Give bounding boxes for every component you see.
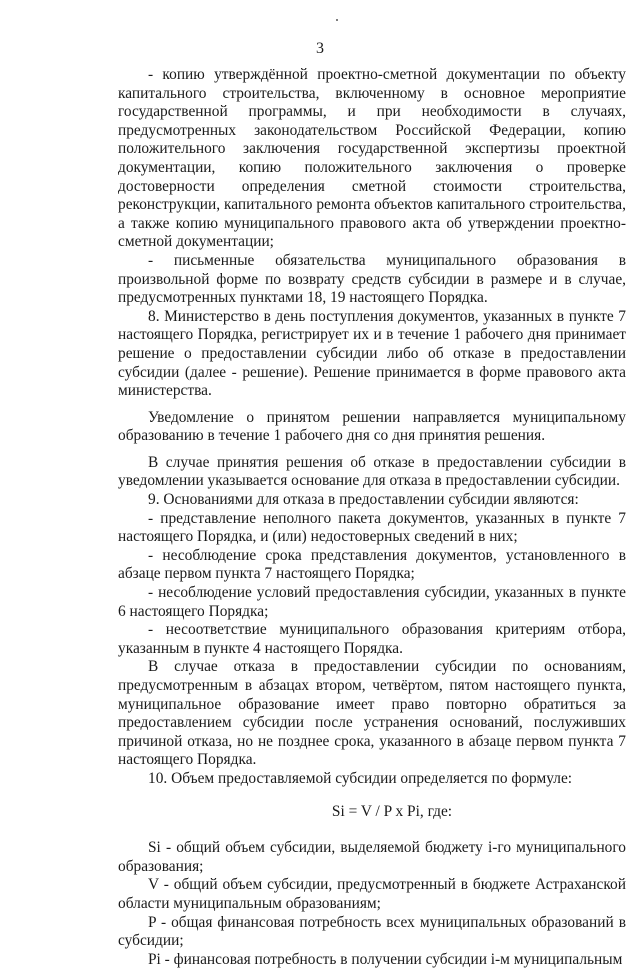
- paragraph-item-9: 9. Основаниями для отказа в предоставлении субсидии являются:: [148, 491, 579, 509]
- definition-p: P - общая финансовая потребность всех муниципальных образований в субсидии;: [118, 913, 626, 950]
- subsidy-formula: Si = V / P x Pi, где:: [331, 802, 453, 820]
- document-body: [118, 66, 626, 969]
- paragraph-written-obligations: - письменные обязательства муниципального образования в произвольной форме по возврату средств субсидии в размере и в случае, предусмотренных пунктами 18, 19 настоящего Порядка.: [118, 251, 626, 307]
- paragraph-refusal-notice: В случае принятия решения об отказе в предоставлении субсидии в уведомлении указывается основание для отказа в предоставлении субсидии.: [118, 453, 626, 490]
- definition-pi: Pi - финансовая потребность в получении субсидии i-м муниципальным: [148, 950, 623, 968]
- definition-v: V - общий объем субсидии, предусмотренный в бюджете Астраханской области муниципальным образованиям;: [118, 876, 626, 912]
- page-number: 3: [316, 40, 324, 57]
- paragraph-incomplete-package: - представление неполного пакета документов, указанных в пункте 7 настоящего Порядка, и (или) недостоверных сведений в них;: [118, 509, 626, 546]
- paragraph-conditions-violation: - несоблюдение условий предоставления субсидии, указанных в пункте 6 настоящего Порядка;: [118, 584, 626, 620]
- definition-si: Si - общий объем субсидии, выделяемой бюджету i-го муниципального образования;: [118, 839, 626, 875]
- paragraph-item-8: 8. Министерство в день поступления документов, указанных в пункте 7 настоящего Порядка, регистрирует их и в течение 1 рабочего дня принимает решение о предоставлении субсидии либо об отказе в предоставлении субсидии (далее - решение). Решение принимается в форме правового акта министерства.: [118, 307, 626, 400]
- paragraph-deadline-violation: - несоблюдение срока представления документов, установленного в абзаце первом пункта 7 настоящего Порядка;: [118, 546, 626, 583]
- paragraph-reapply: В случае отказа в предоставлении субсидии по основаниям, предусмотренным в абзацах втором, четвёртом, пятом настоящего пункта, муниципальное образование имеет право повторно обратиться за предоставлением субсидии после устранения оснований, послуживших причиной отказа, но не позднее срока, указанного в абзаце первом пункта 7 настоящего Порядка.: [118, 658, 626, 769]
- scan-speck: [336, 19, 338, 21]
- paragraph-notification: Уведомление о принятом решении направляется муниципальному образованию в течение 1 рабочего дня со дня принятия решения.: [118, 408, 626, 445]
- paragraph-project-docs: - копию утверждённой проектно-сметной документации по объекту капитального строительства, включенному в основное мероприятие государственной программы, и при необходимости в случаях, предусмотренных законодательством Российской Федерации, копию положительного заключения государственной экспертизы проектной документации, копию положительного заключения о проверке достоверности определения сметной стоимости строительства, реконструкции, капитального ремонта объектов капитального строительства, а также копию муниципального правового акта об утверждении проектно-сметной документации;: [118, 66, 626, 251]
- paragraph-criteria-mismatch: - несоответствие муниципального образования критериям отбора, указанным в пункте 4 настоящего Порядка.: [118, 621, 626, 657]
- paragraph-item-10: 10. Объем предоставляемой субсидии определяется по формуле:: [148, 769, 573, 787]
